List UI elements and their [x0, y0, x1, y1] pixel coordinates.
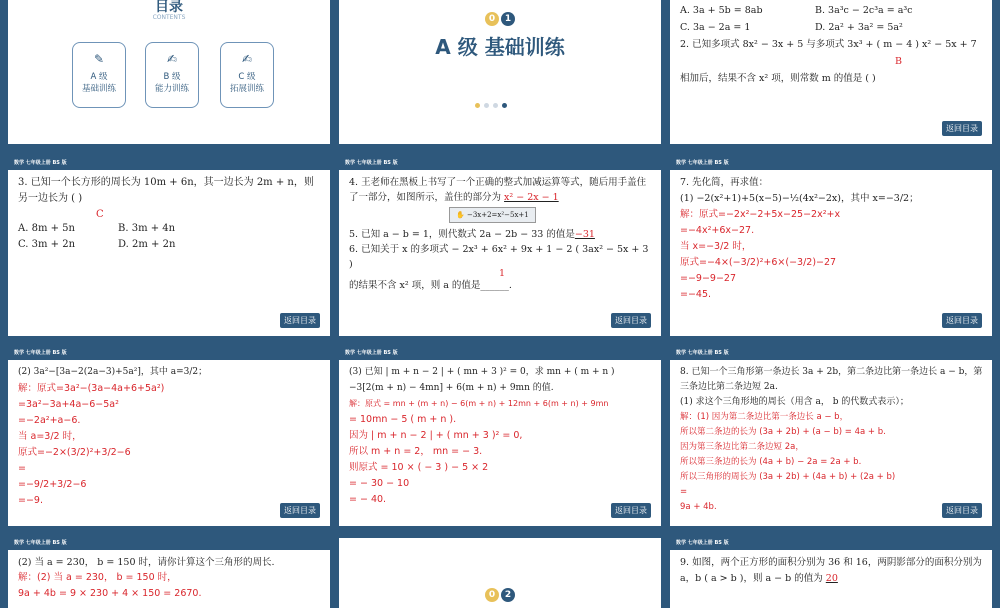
section-title: A 级 基础训练 [435, 35, 565, 59]
q7-2-line1: 解：原式=3a²−(3a−4a+6+5a²) [18, 382, 165, 394]
q7-1-line1: 解：原式=−2x²−2+5x−25−2x²+x [680, 209, 841, 220]
q1-option-a: A. 3a + 5b = 8ab [680, 5, 763, 16]
q7-1-line4: 原式=−4×(−3/2)²+6×(−3/2)−27 [680, 257, 837, 268]
q7-1-line2: =−4x²+6x−27. [680, 225, 755, 236]
slide-header: 数学 七年级上册 BS 版 [670, 158, 992, 170]
q8-1-line4: 所以第三条边的长为 (4a + b) − 2a = 2a + b. [680, 457, 862, 467]
level-c-sub: 拓展训练 [229, 84, 264, 94]
back-button[interactable]: 返回目录 [942, 313, 982, 328]
slide-header: 数学 七年级上册 BS 版 [670, 538, 992, 550]
slide-q3 [8, 158, 330, 336]
q7-3-line1: 解：原式 = mn + (m + n) − 6(m + n) + 12mn + 6(m + n) + 9mn [349, 399, 609, 408]
dot-row [475, 93, 507, 112]
level-b-label: B 级 [163, 72, 181, 82]
slide-q7-2 [8, 348, 330, 526]
q7-2-line8: =−9. [18, 494, 43, 506]
q5-answer: −31 [574, 229, 595, 240]
q6-answer: 1 [499, 268, 506, 279]
level-a-label: A 级 [90, 72, 108, 82]
back-button[interactable]: 返回目录 [280, 313, 320, 328]
slide-section-b [339, 538, 661, 608]
level-b-card[interactable] [145, 42, 199, 108]
q1-option-b: B. 3a³c − 2c³a = a³c [815, 5, 913, 16]
q8-1-line3: 因为第三条边比第二条边短 2a， [680, 442, 804, 452]
slide-q8-2 [8, 538, 330, 608]
q8-2-line2: 9a + 4b = 9 × 230 + 4 × 150 = 2670. [18, 588, 202, 599]
q6-text: 6. 已知关于 x 的多项式 − 2x³ + 6x² + 9x + 1 − 2 ( 3ax² − 5x + 3 ) [349, 244, 649, 270]
q7-2-text: (2) 3a²−[3a−2(2a−3)+5a²]，其中 a=3/2； [18, 367, 208, 377]
hand-icon: ✋ [456, 211, 465, 219]
slide-q7-1 [670, 158, 992, 336]
q7-1-text: (1) −2(x²+1)+5(x−5)−½(4x²−2x)，其中 x=−3/2； [680, 193, 919, 204]
slide-header: 数学 七年级上册 BS 版 [670, 348, 992, 360]
slide-q4-q6 [339, 158, 661, 336]
q7-3-line5: 则原式 = 10 × ( − 3 ) − 5 × 2 [349, 462, 489, 473]
q8-1-line2: 所以第二条边的长为 (3a + 2b) + (a − b) = 4a + b. [680, 427, 886, 437]
q7-2-line6: = [18, 462, 26, 474]
level-a-sub: 基础训练 [81, 84, 116, 94]
q7-2-line4: 当 a=3/2 时， [18, 430, 82, 442]
q7-2-line5: 原式=−2×(3/2)²+3/2−6 [18, 446, 131, 458]
edit-icon: ✍ [166, 52, 178, 66]
slide-section-a [339, 0, 661, 144]
section-b-num-1: 2 [501, 588, 515, 602]
q3-option-a: A. 8m + 5n [18, 223, 75, 234]
q3-option-c: C. 3m + 2n [18, 239, 76, 250]
q7-text: 7. 先化简，再求值： [680, 177, 769, 188]
q7-3-text-b: −3[2(m + n) − 4mn] + 6(m + n) + 9mn 的值. [349, 382, 554, 393]
slide-q7-3 [339, 348, 661, 526]
toc-subtitle: CONTENTS [152, 14, 186, 21]
slide-q8-1 [670, 348, 992, 526]
slide-header: 数学 七年级上册 BS 版 [8, 158, 330, 170]
q9-answer: 20 [825, 573, 838, 584]
q7-1-line3: 当 x=−3/2 时， [680, 241, 752, 252]
section-b-num-0: 0 [485, 588, 499, 602]
q8-1-line7: 9a + 4b. [680, 502, 717, 512]
q3-option-b: B. 3m + 4n [118, 223, 176, 234]
q8-2-text: (2) 当 a = 230， b = 150 时，请你计算这个三角形的周长. [18, 557, 275, 568]
q7-1-line5: =−9−9−27 [680, 273, 737, 284]
q7-2-line7: =−9/2+3/2−6 [18, 478, 87, 490]
q8-2-line1: 解：(2) 当 a = 230， b = 150 时， [18, 572, 177, 583]
level-c-card[interactable] [220, 42, 274, 108]
edit-icon: ✍ [241, 52, 253, 66]
back-button[interactable]: 返回目录 [280, 503, 320, 518]
q7-3-line2: = 10mn − 5 ( m + n ). [349, 414, 457, 425]
back-button[interactable]: 返回目录 [942, 121, 982, 136]
q2-text-b: 相加后，结果不含 x² 项，则常数 m 的值是 ( ) [680, 73, 876, 84]
q7-3-line3: 因为 | m + n − 2 | + ( mn + 3 )² = 0, [349, 430, 523, 441]
pencil-icon: ✎ [93, 52, 105, 66]
slide-header: 数学 七年级上册 BS 版 [339, 158, 661, 170]
back-button[interactable]: 返回目录 [942, 503, 982, 518]
slide-q1-q2 [670, 0, 992, 144]
q8-1-text: (1) 求这个三角形地的周长（用含 a， b 的代数式表示）； [680, 397, 909, 407]
slide-header: 数学 七年级上册 BS 版 [8, 538, 330, 550]
q7-1-line6: =−45. [680, 289, 712, 300]
q6-text-b: 的结果不含 x² 项，则 a 的值是______. [349, 280, 512, 291]
q7-2-line3: =−2a²+a−6. [18, 414, 81, 426]
q8-1-line1: 解：(1) 因为第二条边比第一条边长 a − b， [680, 412, 849, 422]
slide-toc [8, 0, 330, 144]
q1-option-c: C. 3a − 2a = 1 [680, 22, 751, 33]
q7-3-line7: = − 40. [349, 494, 387, 505]
q3-option-d: D. 2m + 2n [118, 239, 176, 250]
q7-3-line6: = − 30 − 10 [349, 478, 410, 489]
q8-1-line6: = [680, 487, 688, 497]
back-button[interactable]: 返回目录 [611, 313, 651, 328]
level-b-sub: 能力训练 [154, 84, 189, 94]
slide-header: 数学 七年级上册 BS 版 [339, 348, 661, 360]
q2-text: 2. 已知多项式 8x² − 3x + 5 与多项式 3x³ + ( m − 4 ) x² − 5x + 7 [680, 39, 977, 50]
level-a-card[interactable] [72, 42, 126, 108]
section-num-1: 1 [501, 12, 515, 26]
q8-text: 8. 已知一个三角形第一条边长 3a + 2b，第二条边比第一条边长 a − b，第三条边比第二条边短 2a. [680, 367, 983, 392]
q7-2-line2: =3a²−3a+4a−6−5a² [18, 398, 119, 410]
q2-answer: B [895, 56, 902, 67]
q7-3-line4: 所以 m + n = 2， mn = − 3. [349, 446, 483, 457]
back-button[interactable]: 返回目录 [611, 503, 651, 518]
slide-q9 [670, 538, 992, 608]
section-num-0: 0 [485, 12, 499, 26]
q8-1-line5: 所以三角形的周长为 (3a + 2b) + (4a + b) + (2a + b) [680, 472, 896, 482]
q4-text: 4. 王老师在黑板上书写了一个正确的整式加减运算等式，随后用手盖住了一部分，如图所示，盖住的部分为 [349, 177, 647, 203]
q4-answer: x² − 2x − 1 [504, 192, 559, 203]
q9-text: 9. 如图，两个正方形的面积分别为 36 和 16，两阴影部分的面积分别为 a，b ( a > b )，则 a − b 的值为 [680, 557, 982, 584]
q3-text: 3. 已知一个长方形的周长为 10m + 6n，其一边长为 2m + n，则另一边长为 ( ) [18, 177, 314, 204]
level-c-label: C 级 [238, 72, 256, 82]
slide-header: 数学 七年级上册 BS 版 [8, 348, 330, 360]
q7-3-text: (3) 已知 | m + n − 2 | + ( mn + 3 )² = 0，求 mn + ( m + n ) [349, 367, 615, 377]
q3-answer: C [96, 209, 104, 220]
q1-option-d: D. 2a² + 3a² = 5a² [815, 22, 903, 33]
blackboard-image: ✋ −3x+2=x²−5x+1 [449, 207, 536, 223]
q5-text: 5. 已知 a − b = 1，则代数式 2a − 2b − 33 的值是 [349, 229, 575, 240]
toc-title: 目录 [155, 0, 183, 15]
